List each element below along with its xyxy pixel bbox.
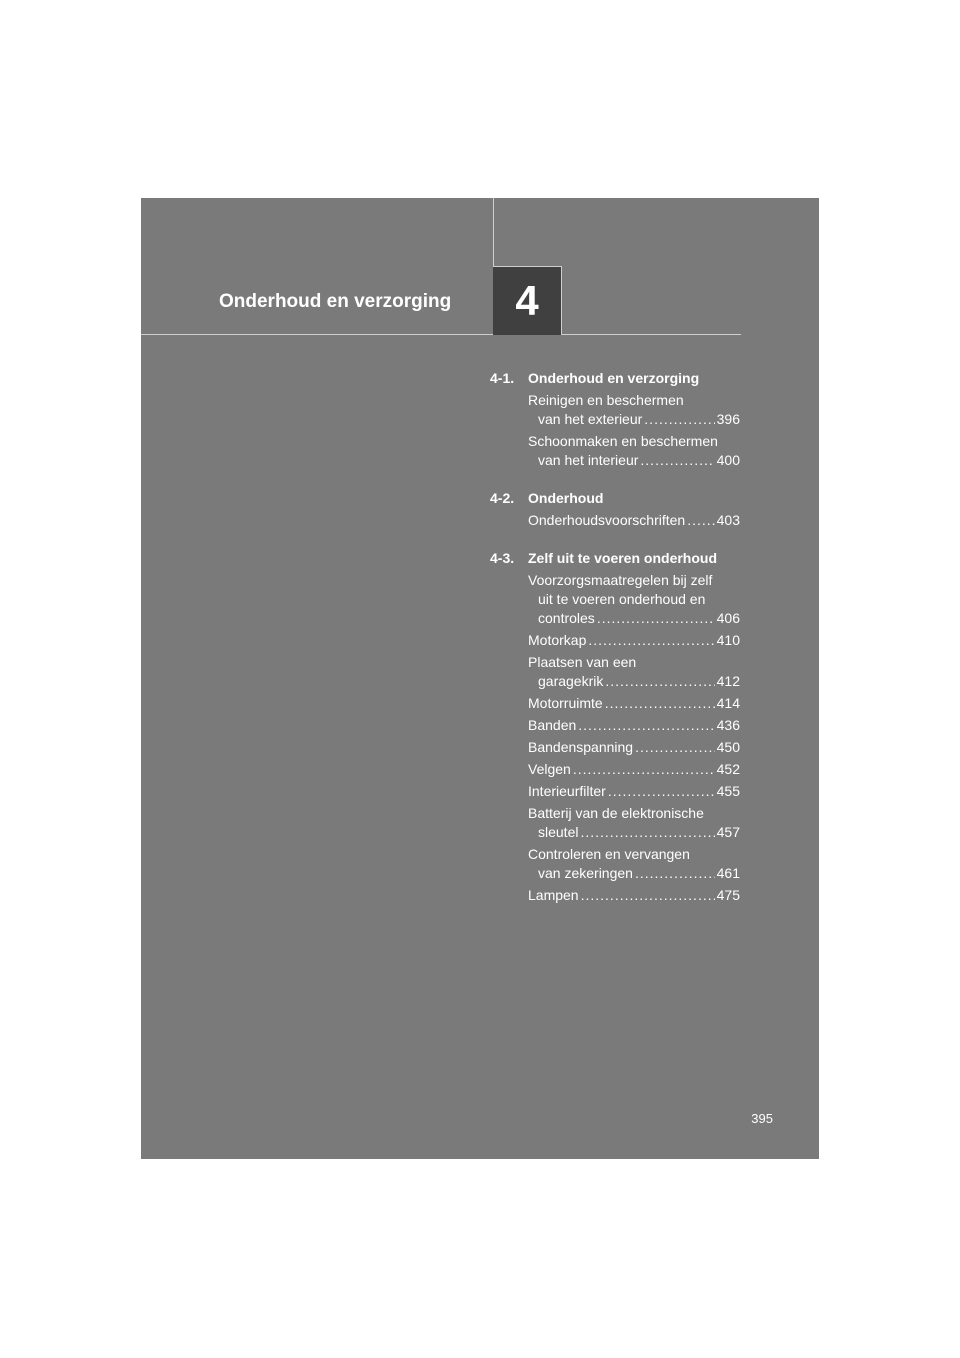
toc-entry[interactable] xyxy=(528,716,740,735)
entry-page-number: 412 xyxy=(716,673,740,689)
entry-page-number: 396 xyxy=(716,411,740,427)
toc-entry[interactable] xyxy=(528,432,740,470)
divider-horizontal xyxy=(141,334,741,335)
entry-text-line: Controleren en vervangen xyxy=(528,846,690,862)
entry-leader-line xyxy=(528,672,740,691)
entry-leader-line xyxy=(528,738,740,757)
entry-label: controles xyxy=(538,610,595,626)
entry-leader-line xyxy=(528,823,740,842)
toc-entry[interactable] xyxy=(528,391,740,429)
entry-label: van het interieur xyxy=(538,452,639,468)
entry-text-line: Voorzorgsmaatregelen bij zelf xyxy=(528,572,713,588)
entry-text-line: Reinigen en beschermen xyxy=(528,392,684,408)
entry-text-line: Schoonmaken en beschermen xyxy=(528,433,718,449)
page-number: 395 xyxy=(751,1111,773,1126)
dot-leader xyxy=(588,631,714,650)
entry-page-number: 455 xyxy=(716,783,740,799)
toc-entry[interactable] xyxy=(528,571,740,628)
section-heading xyxy=(490,548,740,568)
entry-label: Banden xyxy=(528,717,577,733)
toc-entry[interactable] xyxy=(528,886,740,905)
section-title: Onderhoud en verzorging xyxy=(528,370,700,386)
dot-leader xyxy=(644,410,714,429)
dot-leader xyxy=(578,716,714,735)
section-heading xyxy=(490,488,740,508)
chapter-panel xyxy=(141,198,819,1159)
section-number: 4-1. xyxy=(490,370,515,386)
chapter-number-box xyxy=(493,266,562,335)
table-of-contents xyxy=(490,368,740,923)
entry-label: Onderhoudsvoorschriften xyxy=(528,512,686,528)
dot-leader xyxy=(635,738,715,757)
entry-leader-line xyxy=(528,716,740,735)
entry-label: van zekeringen xyxy=(538,865,633,881)
toc-entry[interactable] xyxy=(528,804,740,842)
entry-leader-line xyxy=(528,886,740,905)
entry-label: Bandenspanning xyxy=(528,739,634,755)
dot-leader xyxy=(608,782,715,801)
toc-entry[interactable] xyxy=(528,653,740,691)
dot-leader xyxy=(605,694,715,713)
dot-leader xyxy=(580,823,714,842)
section-number: 4-3. xyxy=(490,550,515,566)
toc-section xyxy=(490,488,740,530)
entry-page-number: 461 xyxy=(716,865,740,881)
toc-section xyxy=(490,368,740,470)
entry-text-line: uit te voeren onderhoud en xyxy=(538,591,706,607)
entry-text-line: Batterij van de elektronische xyxy=(528,805,704,821)
chapter-number: 4 xyxy=(515,277,539,324)
entry-label: Lampen xyxy=(528,887,579,903)
entry-page-number: 403 xyxy=(716,512,740,528)
entry-page-number: 436 xyxy=(716,717,740,733)
toc-entry[interactable] xyxy=(528,845,740,883)
entry-label: sleutel xyxy=(538,824,579,840)
toc-entry[interactable] xyxy=(528,782,740,801)
chapter-title: Onderhoud en verzorging xyxy=(219,291,452,312)
entry-page-number: 410 xyxy=(716,632,740,648)
entry-leader-line xyxy=(528,511,740,530)
entry-leader-line xyxy=(528,451,740,470)
entry-label: garagekrik xyxy=(538,673,604,689)
toc-entry[interactable] xyxy=(528,511,740,530)
dot-leader xyxy=(597,609,715,628)
entry-leader-line xyxy=(528,694,740,713)
dot-leader xyxy=(640,451,714,470)
entry-label: Interieurfilter xyxy=(528,783,606,799)
dot-leader xyxy=(605,672,714,691)
entry-page-number: 452 xyxy=(716,761,740,777)
section-number: 4-2. xyxy=(490,490,515,506)
entry-page-number: 475 xyxy=(716,887,740,903)
entry-leader-line xyxy=(528,609,740,628)
entry-label: Motorruimte xyxy=(528,695,603,711)
entry-page-number: 406 xyxy=(716,610,740,626)
entry-leader-line xyxy=(528,760,740,779)
toc-section xyxy=(490,548,740,905)
dot-leader xyxy=(581,886,715,905)
entry-label: van het exterieur xyxy=(538,411,643,427)
entry-page-number: 457 xyxy=(716,824,740,840)
entry-page-number: 414 xyxy=(716,695,740,711)
dot-leader xyxy=(573,760,715,779)
entry-page-number: 450 xyxy=(716,739,740,755)
section-title: Onderhoud xyxy=(528,490,604,506)
entry-leader-line xyxy=(528,782,740,801)
dot-leader xyxy=(635,864,715,883)
entry-leader-line xyxy=(528,631,740,650)
section-heading xyxy=(490,368,740,388)
toc-entry[interactable] xyxy=(528,738,740,757)
toc-entry[interactable] xyxy=(528,760,740,779)
section-title: Zelf uit te voeren onderhoud xyxy=(528,550,718,566)
toc-entry[interactable] xyxy=(528,631,740,650)
entry-page-number: 400 xyxy=(716,452,740,468)
entry-label: Velgen xyxy=(528,761,571,777)
dot-leader xyxy=(687,511,714,530)
entry-leader-line xyxy=(528,864,740,883)
entry-label: Motorkap xyxy=(528,632,587,648)
toc-entry[interactable] xyxy=(528,694,740,713)
entry-text-line: Plaatsen van een xyxy=(528,654,637,670)
entry-leader-line xyxy=(528,410,740,429)
